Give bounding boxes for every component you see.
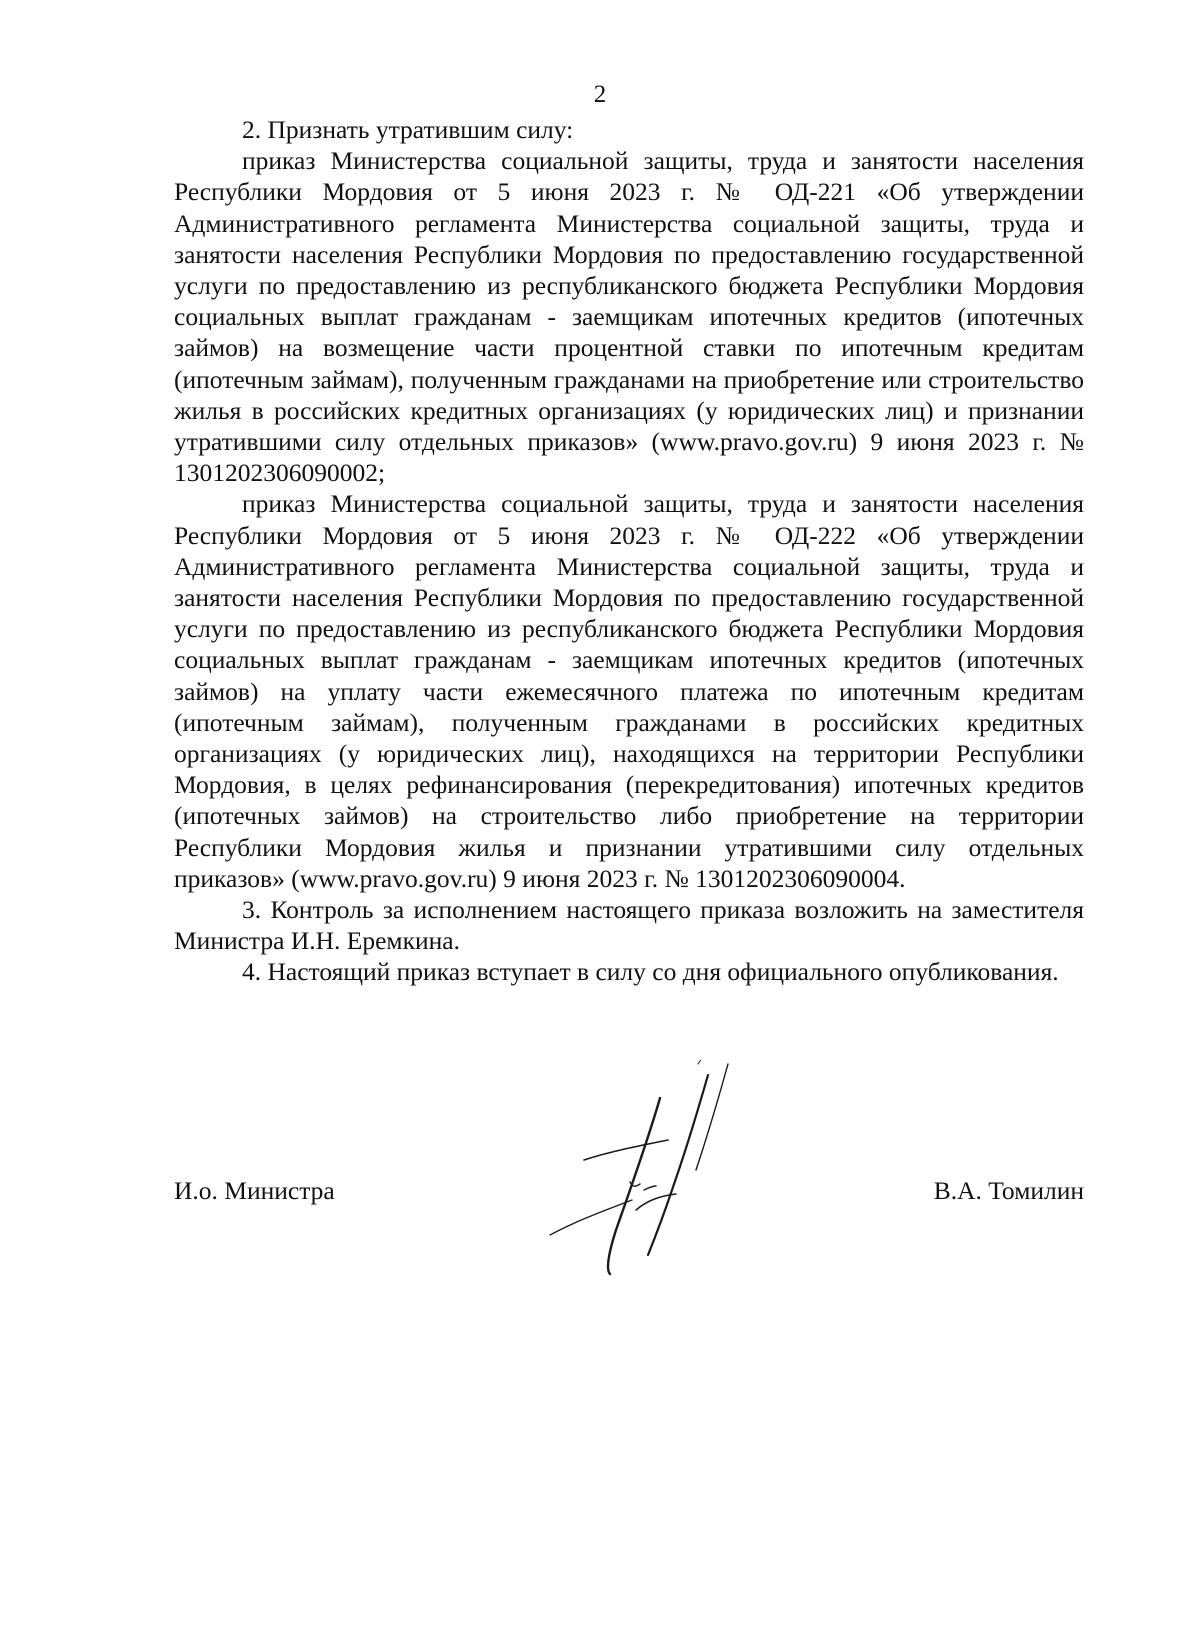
signatory-title: И.о. Министра [174,1176,335,1205]
paragraph-2-heading: 2. Признать утратившим силу: [242,115,574,144]
paragraph-3-control: 3. Контроль за исполнением настоящего приказа возложить на заместителя Министра И.Н. Еремкина. [174,895,1084,956]
page-number: 2 [593,81,607,108]
document-body [174,114,1084,988]
paragraph-order-od-221: приказ Министерства социальной защиты, труда и занятости населения Республики Мордовия от 5 июня 2023 г. № ОД-221 «Об утверждении Административного регламента Министерства социальной защиты, труда и занятости населения Республики Мордовия по предоставлению государственной услуги по предоставлению из республиканского бюджета Республики Мордовия социальных выплат гражданам - заемщикам ипотечных кредитов (ипотечных займов) на возмещение части процентной ставки по ипотечным кредитам (ипотечным займам), полученным гражданами на приобретение или строительство жилья в российских кредитных организациях (у юридических лиц) и признании утратившими силу отдельных приказов» (www.pravo.gov.ru) 9 июня 2023 г. № 1301202306090002; [174,146,1084,488]
signature-block [174,1175,1084,1215]
signatory-name: В.А. Томилин [933,1176,1084,1205]
paragraph-order-od-222: приказ Министерства социальной защиты, труда и занятости населения Республики Мордовия от 5 июня 2023 г. № ОД-222 «Об утверждении Административного регламента Министерства социальной защиты, труда и занятости населения Республики Мордовия по предоставлению государственной услуги по предоставлению из республиканского бюджета Республики Мордовия социальных выплат гражданам - заемщикам ипотечных кредитов (ипотечных займов) на уплату части ежемесячного платежа по ипотечным кредитам (ипотечным займам), полученным гражданами в российских кредитных организациях (у юридических лиц), находящихся на территории Республики Мордовия, в целях рефинансирования (перекредитования) ипотечных кредитов (ипотечных займов) на строительство либо приобретение на территории Республики Мордовия жилья и признании утратившими силу отдельных приказов» (www.pravo.gov.ru) 9 июня 2023 г. № 1301202306090004. [174,489,1084,893]
paragraph-4-effective: 4. Настоящий приказ вступает в силу со дня официального опубликования. [242,957,1059,987]
